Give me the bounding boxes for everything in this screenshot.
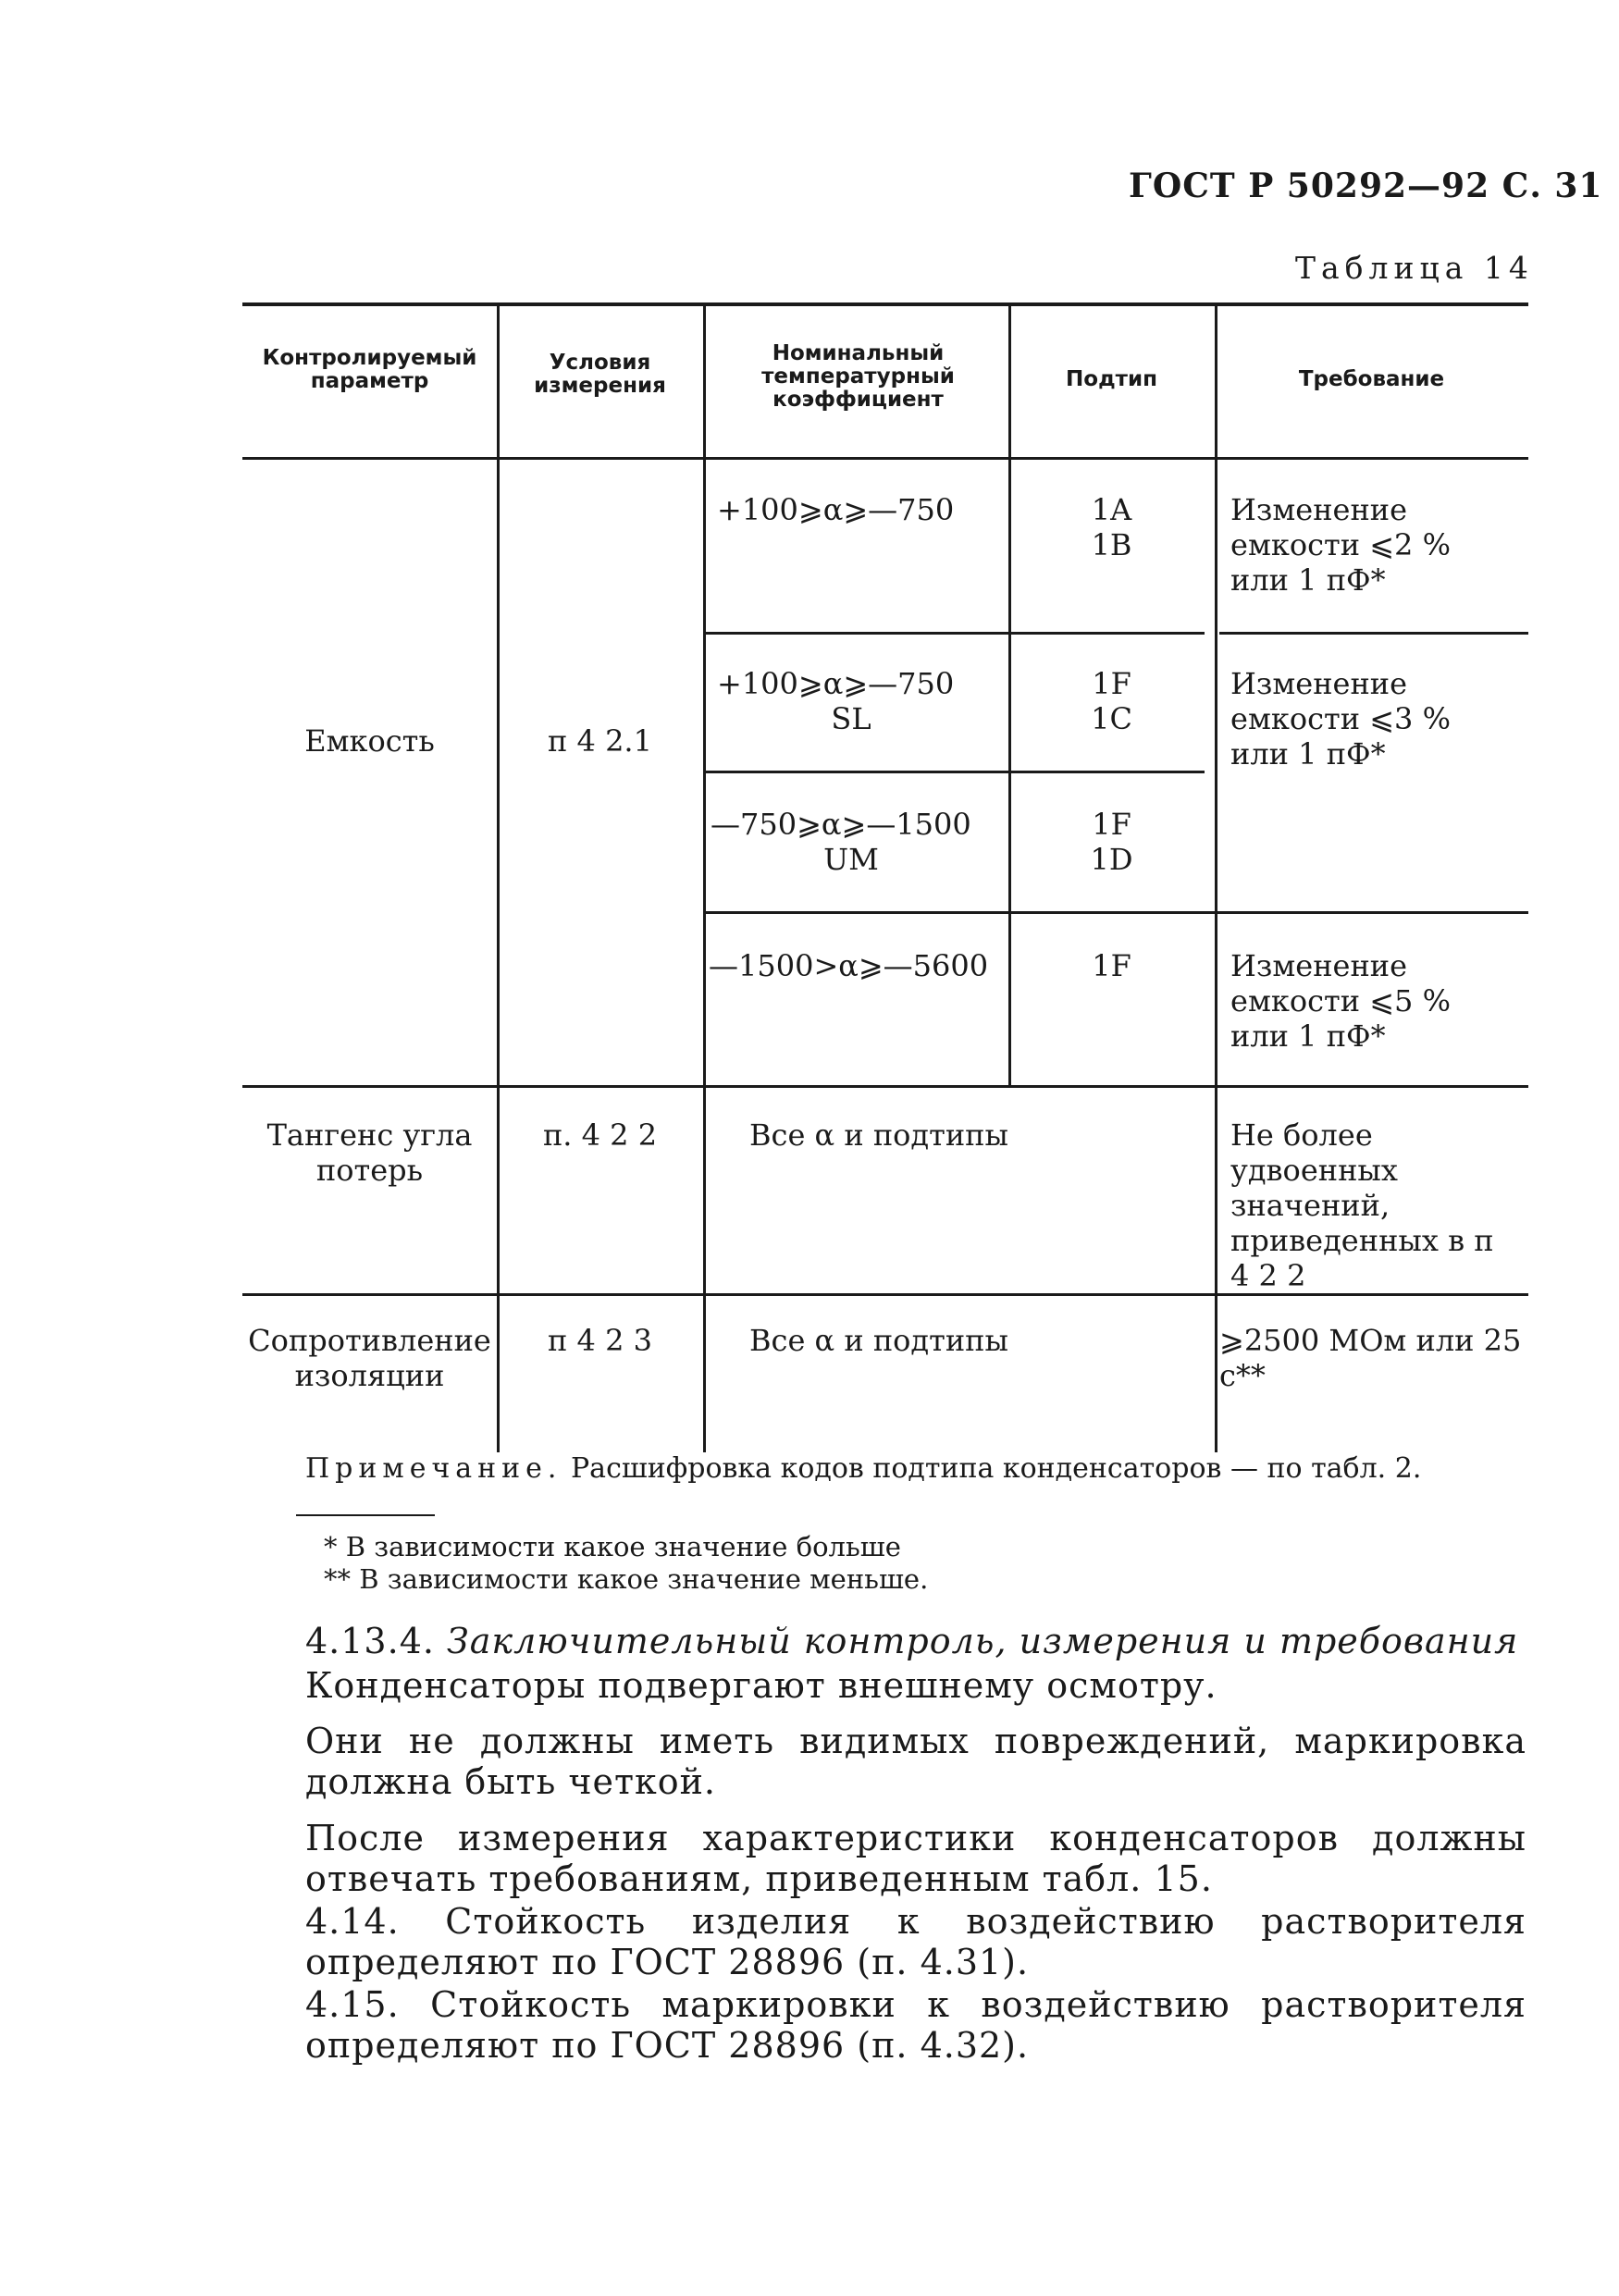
row-capacitance-parameter: Емкость <box>304 723 435 759</box>
section-4-13-4-heading <box>305 1621 1526 1661</box>
row-divider <box>705 911 1528 914</box>
requirement-group-2: Изменение емкости ⩽3 % или 1 пФ* <box>1230 666 1451 772</box>
row-insulation-requirement: ⩾2500 МОм или 25 с** <box>1219 1323 1522 1393</box>
paragraph-1: Конденсаторы подвергают внешнему осмотру. <box>305 1665 1217 1706</box>
footnote-2: ** В зависимости какое значение меньше. <box>324 1563 929 1595</box>
col-divider <box>703 305 706 1452</box>
coef-group-3: —750⩾α⩾—1500 <box>711 807 971 842</box>
subtype-group-1-b: 1B <box>1091 527 1132 562</box>
footnote-rule <box>296 1514 435 1516</box>
note-label: Примечание. <box>305 1452 562 1485</box>
col-divider <box>497 305 500 1452</box>
subtype-group-1-a: 1A <box>1091 492 1132 527</box>
row-divider <box>705 632 1205 635</box>
section-title: Заключительный контроль, измерения и требования <box>447 1621 1519 1661</box>
row-loss-tangent-parameter: Тангенс угла потерь <box>266 1117 473 1188</box>
row-divider <box>242 1085 1528 1088</box>
coef-group-3-code: UM <box>823 842 879 877</box>
subtype-group-3-b: 1D <box>1090 842 1133 877</box>
subtype-group-3-a: 1F <box>1092 807 1131 842</box>
paragraph-5: 4.15. Стойкость маркировки к воздействию растворителя определяют по ГОСТ 28896 (п. 4.32). <box>305 1984 1526 2066</box>
subtype-group-2-a: 1F <box>1092 666 1131 701</box>
coef-group-1: +100⩾α⩾—750 <box>717 492 955 527</box>
row-insulation-conditions: п 4 2 3 <box>548 1323 652 1358</box>
row-divider <box>242 1293 1528 1296</box>
subtype-group-2-b: 1C <box>1091 701 1132 736</box>
table-caption: Таблица 14 <box>1295 250 1534 286</box>
note-text: Расшифровка кодов подтипа конденсаторов — по табл. 2. <box>571 1452 1422 1485</box>
header-conditions: Условия измерения <box>534 351 666 398</box>
row-capacitance-conditions: п 4 2.1 <box>548 723 652 759</box>
requirement-group-4: Изменение емкости ⩽5 % или 1 пФ* <box>1230 948 1451 1054</box>
header-requirement: Требование <box>1298 367 1445 391</box>
footnote-1: * В зависимости какое значение больше <box>324 1531 901 1562</box>
paragraph-2: Они не должны иметь видимых повреждений, маркировка должна быть четкой. <box>305 1721 1526 1802</box>
header-subtype: Подтип <box>1066 367 1157 391</box>
row-insulation-parameter: Сопротивление изоляции <box>248 1323 491 1393</box>
subtype-group-4-a: 1F <box>1092 948 1131 983</box>
coef-group-2: +100⩾α⩾—750 <box>717 666 955 701</box>
paragraph-4: 4.14. Стойкость изделия к воздействию растворителя определяют по ГОСТ 28896 (п. 4.31). <box>305 1901 1526 1982</box>
page-header: ГОСТ Р 50292—92 С. 31 <box>1129 167 1603 205</box>
row-divider <box>705 771 1205 773</box>
row-loss-tangent-conditions: п. 4 2 2 <box>542 1117 658 1153</box>
row-insulation-coefficient: Все α и подтипы <box>749 1323 1008 1358</box>
row-divider <box>1219 632 1528 635</box>
row-loss-tangent-coefficient: Все α и подтипы <box>749 1117 1008 1153</box>
coef-group-2-code: SL <box>831 701 871 736</box>
row-loss-tangent-requirement: Не более удвоенных значений, приведенных в п 4 2 2 <box>1230 1117 1494 1293</box>
col-divider <box>1215 305 1217 1452</box>
section-number: 4.13.4. <box>305 1621 435 1661</box>
table-top-rule <box>242 302 1528 306</box>
table-header-rule <box>242 457 1528 460</box>
table-note <box>305 1452 1421 1485</box>
requirement-group-1: Изменение емкости ⩽2 % или 1 пФ* <box>1230 492 1451 598</box>
header-coefficient: Номинальный температурный коэффициент <box>761 341 955 412</box>
header-parameter: Контролируемый параметр <box>262 346 477 393</box>
coef-group-4: —1500>α⩾—5600 <box>709 948 989 983</box>
paragraph-3: После измерения характеристики конденсаторов должны отвечать требованиям, приведенным табл. 15. <box>305 1818 1526 1899</box>
